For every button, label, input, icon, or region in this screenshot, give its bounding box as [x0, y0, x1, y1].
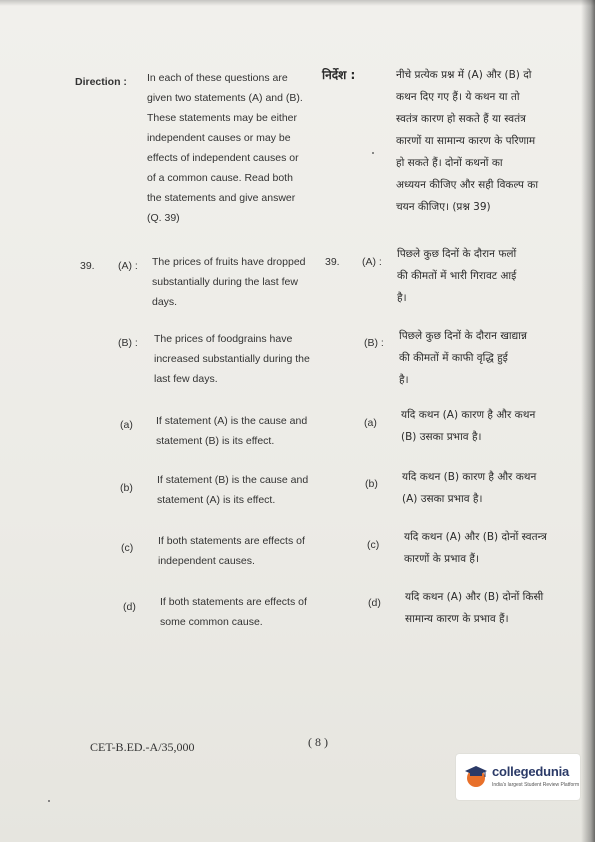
statement-b-text-en [154, 329, 310, 389]
option-line-hi: यदि कथन (A) और (B) दोनों किसी [405, 591, 544, 603]
option-line: If both statements are effects of [160, 596, 307, 608]
option-c-label-hi: (c) [367, 539, 380, 551]
direction-line-hi: स्वतंत्र कारण हो सकते हैं या स्वतंत्र [396, 113, 526, 125]
question-number-en: 39. [80, 260, 95, 272]
page-number: ( 8 ) [308, 735, 328, 749]
direction-line: independent causes or may be [147, 132, 291, 144]
direction-line: effects of independent causes or [147, 152, 299, 164]
statement-line-hi: है। [397, 292, 407, 304]
direction-line-hi: अध्ययन कीजिए और सही विकल्प का [396, 179, 539, 191]
statement-line: substantially during the last few [152, 276, 298, 288]
option-a-label-en: (a) [120, 419, 133, 431]
option-a-label-hi: (a) [364, 417, 377, 429]
option-a-text-en [156, 411, 307, 451]
option-d-text-en [160, 592, 307, 632]
statement-a-text-en [152, 252, 306, 312]
statement-a-text-hi [397, 243, 516, 309]
direction-line-hi: चयन कीजिए। (प्रश्न 39) [396, 201, 491, 213]
statement-line: last few days. [154, 373, 218, 385]
option-line: If both statements are effects of [158, 535, 305, 547]
paper-speck [48, 800, 50, 802]
option-line: some common cause. [160, 616, 263, 628]
statement-b-text-hi [399, 325, 527, 391]
direction-text-en [147, 68, 303, 228]
direction-line: In each of these questions are [147, 72, 288, 84]
statement-a-label-hi: (A) : [362, 256, 382, 268]
option-c-label-en: (c) [121, 542, 134, 554]
statement-line-hi: की कीमतों में भारी गिरावट आई [397, 270, 517, 282]
option-line: statement (B) is its effect. [156, 435, 275, 447]
direction-line-hi: हो सकते हैं। दोनों कथनों का [396, 157, 503, 169]
paper-code: CET-B.ED.-A/35,000 [90, 740, 195, 754]
statement-line: The prices of foodgrains have [154, 333, 293, 345]
direction-line: the statements and give answer [147, 192, 296, 204]
statement-line: days. [152, 296, 178, 308]
statement-line: The prices of fruits have dropped [152, 256, 306, 268]
direction-label-hi: निर्देश : [322, 68, 356, 82]
watermark-logo [456, 754, 580, 800]
statement-line-hi: पिछले कुछ दिनों के दौरान खाद्यान्न [399, 330, 527, 342]
direction-line-hi: कथन दिए गए हैं। ये कथन या तो [396, 91, 520, 103]
option-d-label-en: (d) [123, 601, 136, 613]
direction-label-en: Direction : [75, 76, 127, 88]
option-line: independent causes. [158, 555, 255, 567]
page-right-shadow [581, 0, 595, 842]
option-line: statement (A) is its effect. [157, 494, 276, 506]
statement-line-hi: की कीमतों में काफी वृद्धि हुई [399, 352, 508, 364]
watermark-brand: collegedunia [492, 764, 570, 779]
option-b-text-en [157, 470, 308, 510]
direction-line: of a common cause. Read both [147, 172, 293, 184]
option-c-text-en [158, 531, 305, 571]
option-line-hi: (A) उसका प्रभाव है। [402, 493, 483, 505]
page-top-shadow [0, 0, 595, 6]
statement-line-hi: है। [399, 374, 409, 386]
question-number-hi: 39. [325, 256, 340, 268]
option-b-label-en: (b) [120, 482, 133, 494]
watermark-tagline: India's largest Student Review Platform [492, 782, 580, 788]
graduation-cap-icon [464, 763, 488, 789]
option-line: If statement (A) is the cause and [156, 415, 308, 427]
option-b-text-hi [402, 466, 536, 510]
option-line-hi: यदि कथन (A) कारण है और कथन [401, 409, 536, 421]
statement-b-label-en: (B) : [118, 337, 138, 349]
direction-line: given two statements (A) and (B). [147, 92, 303, 104]
option-d-label-hi: (d) [368, 597, 381, 609]
option-line-hi: कारणों के प्रभाव हैं। [404, 553, 479, 565]
option-a-text-hi [401, 404, 535, 448]
direction-line: These statements may be either [147, 112, 297, 124]
option-line: If statement (B) is the cause and [157, 474, 309, 486]
statement-a-label-en: (A) : [118, 260, 138, 272]
option-d-text-hi [405, 586, 543, 630]
direction-text-hi [396, 64, 538, 218]
option-c-text-hi [404, 526, 547, 570]
option-line-hi: यदि कथन (A) और (B) दोनों स्वतन्त्र [404, 531, 547, 543]
option-line-hi: यदि कथन (B) कारण है और कथन [402, 471, 537, 483]
paper-speck [372, 152, 374, 154]
statement-b-label-hi: (B) : [364, 337, 384, 349]
direction-line: (Q. 39) [147, 212, 180, 224]
option-line-hi: (B) उसका प्रभाव है। [401, 431, 482, 443]
statement-line-hi: पिछले कुछ दिनों के दौरान फलों [397, 248, 517, 260]
direction-line-hi: कारणों या सामान्य कारण के परिणाम [396, 135, 536, 147]
option-line-hi: सामान्य कारण के प्रभाव हैं। [405, 613, 509, 625]
statement-line: increased substantially during the [154, 353, 310, 365]
option-b-label-hi: (b) [365, 478, 378, 490]
direction-line-hi: नीचे प्रत्येक प्रश्न में (A) और (B) दो [396, 69, 532, 81]
